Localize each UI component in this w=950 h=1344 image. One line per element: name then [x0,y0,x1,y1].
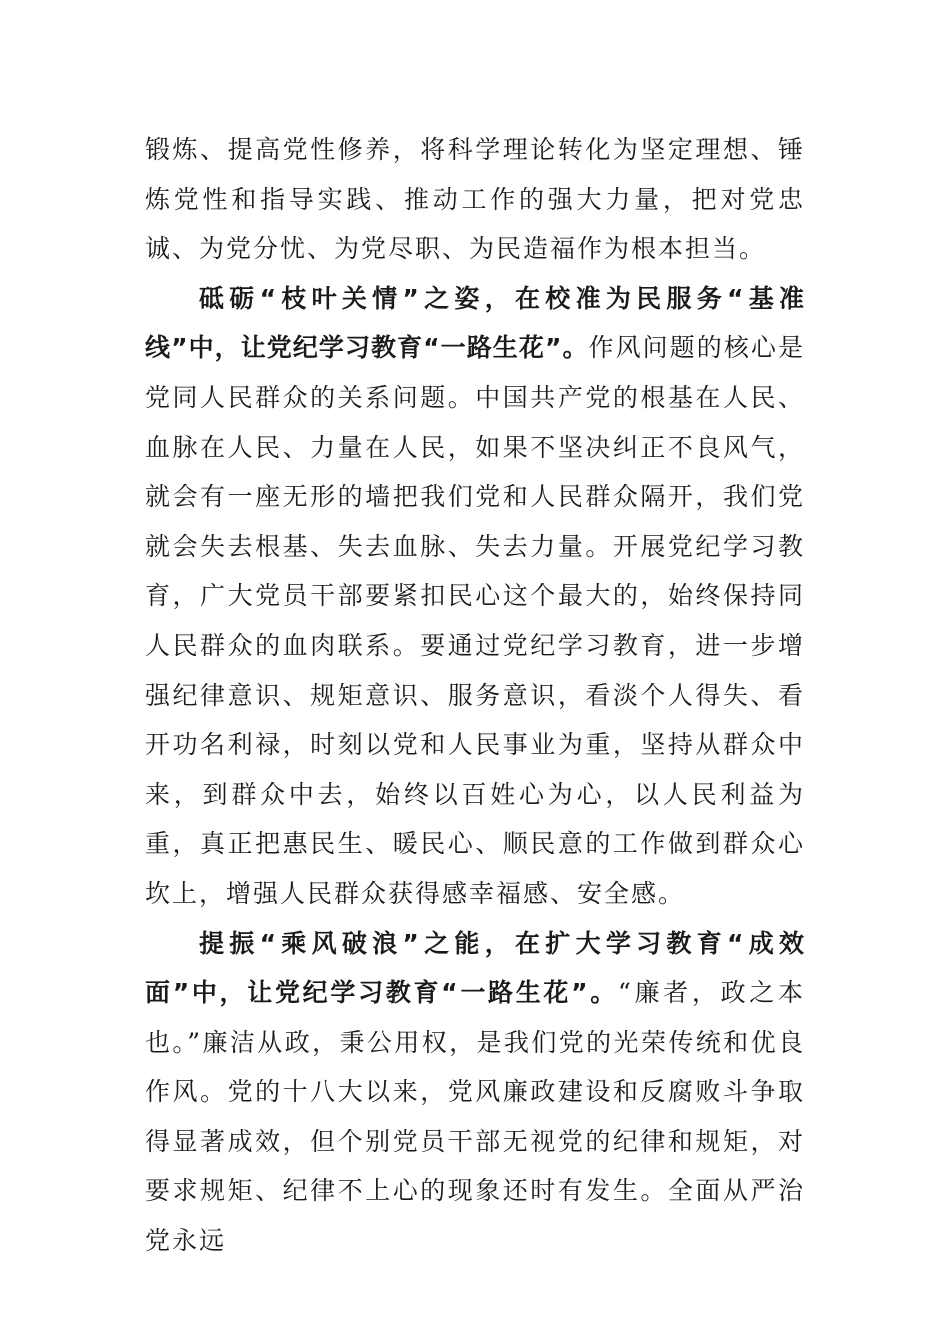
paragraph-3-heading: 提振“乘风破浪”之能，在扩大学习教育“成效面”中，让党纪学习教育“一路生花”。 [145,928,805,1008]
paragraph-2-body: 作风问题的核心是党同人民群众的关系问题。中国共产党的根基在人民、血脉在人民、力量在人民，如果不坚决纠正不良风气，就会有一座无形的墙把我们党和人民群众隔开，我们党就会失去根基、失去血脉、失去力量。开展党纪学习教育，广大党员干部要紧扣民心这个最大的，始终保持同人民群众的血肉联系。要通过党纪学习教育，进一步增强纪律意识、规矩意识、服务意识，看淡个人得失、看开功名利禄，时刻以党和人民事业为重，坚持从群众中来，到群众中去，始终以百姓心为心，以人民利益为重，真正把惠民生、暖民心、顺民意的工作做到群众心坎上，增强人民群众获得感幸福感、安全感。 [145,333,805,908]
paragraph-2-heading: 砥砺“枝叶关情”之姿，在校准为民服务“基准线”中，让党纪学习教育“一路生花”。 [145,283,805,363]
paragraph-1 [145,125,805,274]
paragraph-1-body: 锻炼、提高党性修养，将科学理论转化为坚定理想、锤炼党性和指导实践、推动工作的强大力量，把对党忠诚、为党分忧、为党尽职、为民造福作为根本担当。 [145,135,805,264]
document-page [145,125,805,1266]
paragraph-3-body: “廉者，政之本也。”廉洁从政，秉公用权，是我们党的光荣传统和优良作风。党的十八大以来，党风廉政建设和反腐败斗争取得显著成效，但个别党员干部无视党的纪律和规矩，对要求规矩、纪律不上心的现象还时有发生。全面从严治党永远 [145,978,805,1256]
paragraph-3 [145,919,805,1266]
paragraph-2 [145,274,805,919]
